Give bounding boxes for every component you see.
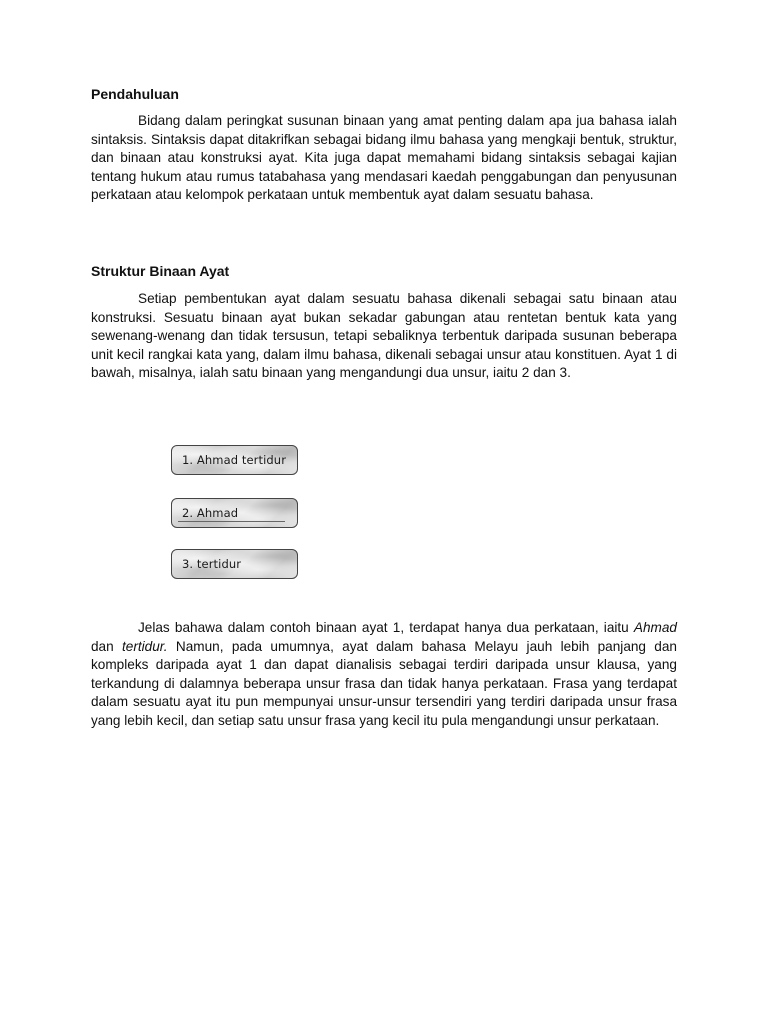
example-word-tertidur: tertidur. [122,638,168,654]
example-label-1: 1. Ahmad tertidur [182,453,287,467]
section-heading-struktur-binaan-ayat: Struktur Binaan Ayat [91,263,230,279]
structure-paragraph: Setiap pembentukan ayat dalam sesuatu bahasa dikenali sebagai satu binaan atau konstruksi. Sesuatu binaan ayat bukan sekadar gabungan atau rentetan bentuk kata yang sewenang-wenang dan tidak tersusun, tetapi sebaliknya terbentuk daripada susunan beberapa unit kecil rangkai kata yang, dalam ilmu bahasa, dikenali sebagai unsur atau konstituen. Ayat 1 di bawah, misalnya, ialah satu binaan yang mengandungi dua unsur, iaitu 2 dan 3. [91,291,677,380]
conclusion-text-3: Namun, pada umumnya, ayat dalam bahasa Melayu jauh lebih panjang dan kompleks daripada ayat 1 dan dapat dianalisis sebagai terdiri daripada unsur klausa, yang terkandung di dalamnya beberapa unsur frasa dan tidak hanya perkataan. Frasa yang terdapat dalam sesuatu ayat itu pun mempunyai unsur-unsur tersendiri yang terdiri daripada unsur frasa yang lebih kecil, dan setiap satu unsur frasa yang kecil itu pula mengandungi unsur perkataan. [91,638,677,728]
conclusion-text-1: Jelas bahawa dalam contoh binaan ayat 1, terdapat hanya dua perkataan, iaitu [138,620,634,635]
conclusion-paragraph [91,619,677,730]
example-word-ahmad: Ahmad [633,620,677,635]
example-box-2 [171,498,298,528]
example-box-1 [171,445,298,475]
conclusion-text-2: dan [91,638,122,654]
intro-paragraph: Bidang dalam peringkat susunan binaan yang amat penting dalam apa jua bahasa ialah sintaksis. Sintaksis dapat ditakrifkan sebagai bidang ilmu bahasa yang mengkaji bentuk, struktur, dan binaan atau konstruksi ayat. Kita juga dapat memahami bidang sintaksis sebagai kajian tentang hukum atau rumus tatabahasa yang mendasari kaedah penggabungan dan penyusunan perkataan atau kelompok perkataan untuk membentuk ayat dalam sesuatu bahasa. [91,113,677,202]
example-box-3 [171,549,298,579]
example-label-2: 2. Ahmad [182,506,239,520]
example-label-3: 3. tertidur [182,557,242,571]
example-underline [178,521,285,522]
section-heading-pendahuluan: Pendahuluan [91,86,179,102]
